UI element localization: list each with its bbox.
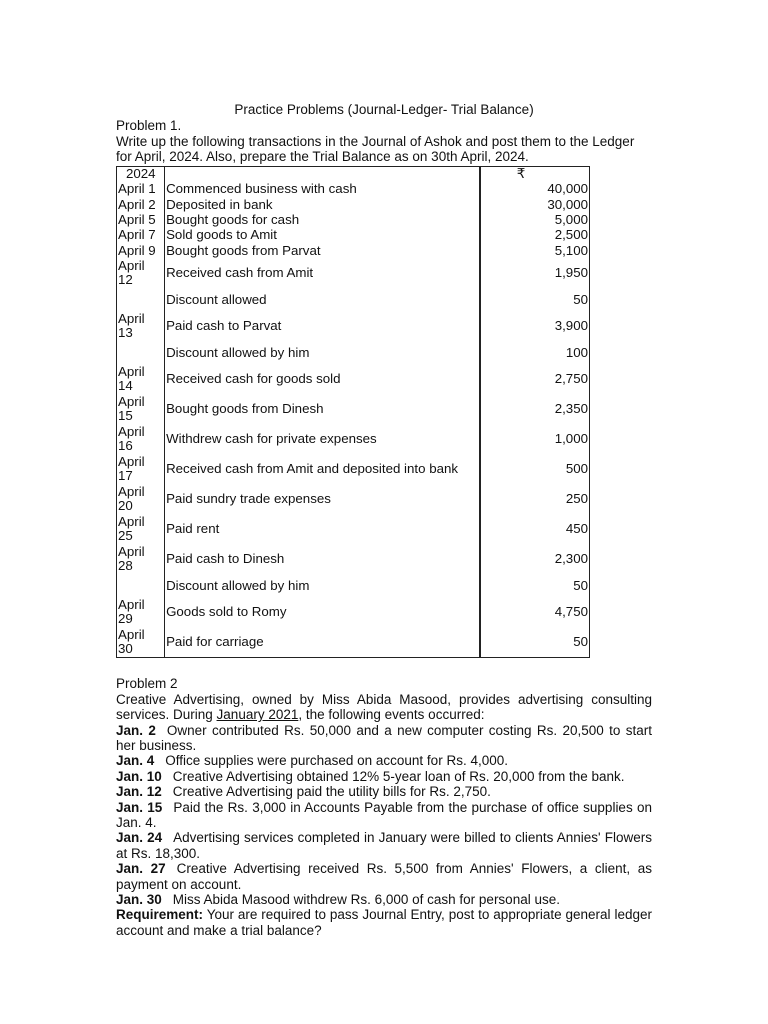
event-text: Advertising services completed in January were billed to clients Annies' Flowers at Rs. 18,300. bbox=[116, 830, 653, 861]
description-cell: Paid cash to Dinesh bbox=[165, 544, 480, 574]
table-row bbox=[117, 394, 590, 424]
table-row bbox=[117, 243, 590, 258]
amount-cell: 5,100 bbox=[480, 243, 590, 258]
date-cell bbox=[117, 574, 165, 597]
event-text: Paid the Rs. 3,000 in Accounts Payable from the purchase of office supplies on Jan. 4. bbox=[116, 799, 652, 830]
table-row bbox=[117, 597, 590, 627]
problem1-instructions: Write up the following transactions in the Journal of Ashok and post them to the Ledger for April, 2024. Also, prepare the Trial Balance as on 30th April, 2024. bbox=[116, 133, 635, 164]
event-date: Jan. 12 bbox=[116, 784, 162, 800]
description-cell: Goods sold to Romy bbox=[165, 597, 480, 627]
table-row bbox=[117, 484, 590, 514]
amount-cell: 1,000 bbox=[480, 424, 590, 454]
table-header-row bbox=[117, 166, 590, 182]
problem2-section bbox=[116, 676, 652, 938]
event-item bbox=[116, 892, 652, 907]
date-cell: April 5 bbox=[117, 212, 165, 227]
description-cell: Received cash for goods sold bbox=[165, 364, 480, 394]
amount-cell: 250 bbox=[480, 484, 590, 514]
event-item bbox=[116, 861, 652, 892]
table-row bbox=[117, 341, 590, 364]
description-cell: Paid cash to Parvat bbox=[165, 311, 480, 341]
table-row bbox=[117, 574, 590, 597]
event-text: Creative Advertising obtained 12% 5-year loan of Rs. 20,000 from the bank. bbox=[172, 768, 625, 784]
amount-cell: 30,000 bbox=[480, 197, 590, 212]
description-cell: Commenced business with cash bbox=[165, 182, 480, 197]
description-cell: Bought goods from Parvat bbox=[165, 243, 480, 258]
description-cell: Received cash from Amit bbox=[165, 258, 480, 288]
table-row bbox=[117, 311, 590, 341]
event-item bbox=[116, 830, 652, 861]
amount-cell: 50 bbox=[480, 627, 590, 658]
event-item bbox=[116, 784, 652, 799]
description-cell: Bought goods from Dinesh bbox=[165, 394, 480, 424]
table-row bbox=[117, 424, 590, 454]
date-cell: April 25 bbox=[117, 514, 165, 544]
table-row bbox=[117, 182, 590, 197]
table-row bbox=[117, 258, 590, 288]
amount-cell: 2,750 bbox=[480, 364, 590, 394]
event-text: Owner contributed Rs. 50,000 and a new computer costing Rs. 20,500 to start her business. bbox=[116, 722, 652, 753]
date-cell: April 7 bbox=[117, 228, 165, 243]
date-cell: April 9 bbox=[117, 243, 165, 258]
page-title: Practice Problems (Journal-Ledger- Trial Balance) bbox=[234, 102, 534, 117]
requirement bbox=[116, 907, 652, 938]
amount-cell: 2,500 bbox=[480, 228, 590, 243]
description-cell: Sold goods to Amit bbox=[165, 228, 480, 243]
table-row bbox=[117, 454, 590, 484]
table-row bbox=[117, 627, 590, 658]
event-item bbox=[116, 800, 652, 831]
date-cell: April 30 bbox=[117, 627, 165, 658]
amount-cell: 100 bbox=[480, 341, 590, 364]
event-text: Creative Advertising paid the utility bills for Rs. 2,750. bbox=[172, 784, 491, 800]
event-text: Creative Advertising received Rs. 5,500 from Annies' Flowers, a client, as payment on account. bbox=[116, 861, 653, 892]
date-cell: April 17 bbox=[117, 454, 165, 484]
date-cell: April 13 bbox=[117, 311, 165, 341]
description-cell: Deposited in bank bbox=[165, 197, 480, 212]
event-item bbox=[116, 769, 652, 784]
date-cell: April 15 bbox=[117, 394, 165, 424]
event-date: Jan. 24 bbox=[116, 830, 163, 846]
table-row bbox=[117, 364, 590, 394]
table-row bbox=[117, 197, 590, 212]
date-cell bbox=[117, 288, 165, 311]
problem1-heading: Problem 1. bbox=[116, 118, 182, 133]
amount-cell: 50 bbox=[480, 574, 590, 597]
description-cell: Paid rent bbox=[165, 514, 480, 544]
amount-cell: 40,000 bbox=[480, 182, 590, 197]
amount-cell: 1,950 bbox=[480, 258, 590, 288]
table-row bbox=[117, 228, 590, 243]
table-row bbox=[117, 514, 590, 544]
description-cell: Discount allowed by him bbox=[165, 341, 480, 364]
description-cell: Received cash from Amit and deposited into bank bbox=[165, 454, 480, 484]
description-cell: Discount allowed bbox=[165, 288, 480, 311]
date-cell: April 28 bbox=[117, 544, 165, 574]
problem2-heading: Problem 2 bbox=[116, 676, 178, 692]
date-cell: April 12 bbox=[117, 258, 165, 288]
amount-cell: 3,900 bbox=[480, 311, 590, 341]
table-row bbox=[117, 544, 590, 574]
description-cell: Withdrew cash for private expenses bbox=[165, 424, 480, 454]
amount-cell: 50 bbox=[480, 288, 590, 311]
date-cell: April 16 bbox=[117, 424, 165, 454]
amount-cell: 2,300 bbox=[480, 544, 590, 574]
requirement-text: Your are required to pass Journal Entry, post to appropriate general ledger account and make a trial balance? bbox=[116, 907, 652, 938]
requirement-label: Requirement: bbox=[116, 907, 204, 923]
event-date: Jan. 15 bbox=[116, 799, 163, 815]
date-cell: April 1 bbox=[117, 182, 165, 197]
date-cell: April 29 bbox=[117, 597, 165, 627]
date-cell: April 14 bbox=[117, 364, 165, 394]
description-cell: Paid sundry trade expenses bbox=[165, 484, 480, 514]
date-cell: April 2 bbox=[117, 197, 165, 212]
event-text: Miss Abida Masood withdrew Rs. 6,000 of cash for personal use. bbox=[172, 891, 560, 907]
date-cell: April 20 bbox=[117, 484, 165, 514]
event-date: Jan. 10 bbox=[116, 768, 162, 784]
amount-cell: 2,350 bbox=[480, 394, 590, 424]
event-date: Jan. 4 bbox=[116, 753, 155, 769]
amount-cell: 4,750 bbox=[480, 597, 590, 627]
date-cell bbox=[117, 341, 165, 364]
event-date: Jan. 2 bbox=[116, 722, 156, 738]
description-cell: Paid for carriage bbox=[165, 627, 480, 658]
amount-cell: 500 bbox=[480, 454, 590, 484]
table-row bbox=[117, 288, 590, 311]
document-page bbox=[116, 102, 652, 938]
amount-cell: 5,000 bbox=[480, 212, 590, 227]
event-date: Jan. 30 bbox=[116, 891, 162, 907]
event-date: Jan. 27 bbox=[116, 861, 166, 877]
amount-cell: 450 bbox=[480, 514, 590, 544]
journal-table bbox=[116, 166, 590, 659]
event-text: Office supplies were purchased on account for Rs. 4,000. bbox=[165, 753, 508, 769]
event-item bbox=[116, 723, 652, 754]
problem2-intro: Creative Advertising, owned by Miss Abida Masood, provides advertising consulting services. During January 2021, the following events occurred: bbox=[116, 691, 652, 723]
year-cell: 2024 bbox=[126, 166, 156, 182]
table-row bbox=[117, 212, 590, 227]
description-cell: Discount allowed by him bbox=[165, 574, 480, 597]
description-cell: Bought goods for cash bbox=[165, 212, 480, 227]
date-underlined: January 2021 bbox=[216, 707, 299, 723]
events-list bbox=[116, 723, 652, 908]
currency-symbol: ₹ bbox=[480, 166, 590, 182]
event-item bbox=[116, 753, 652, 768]
